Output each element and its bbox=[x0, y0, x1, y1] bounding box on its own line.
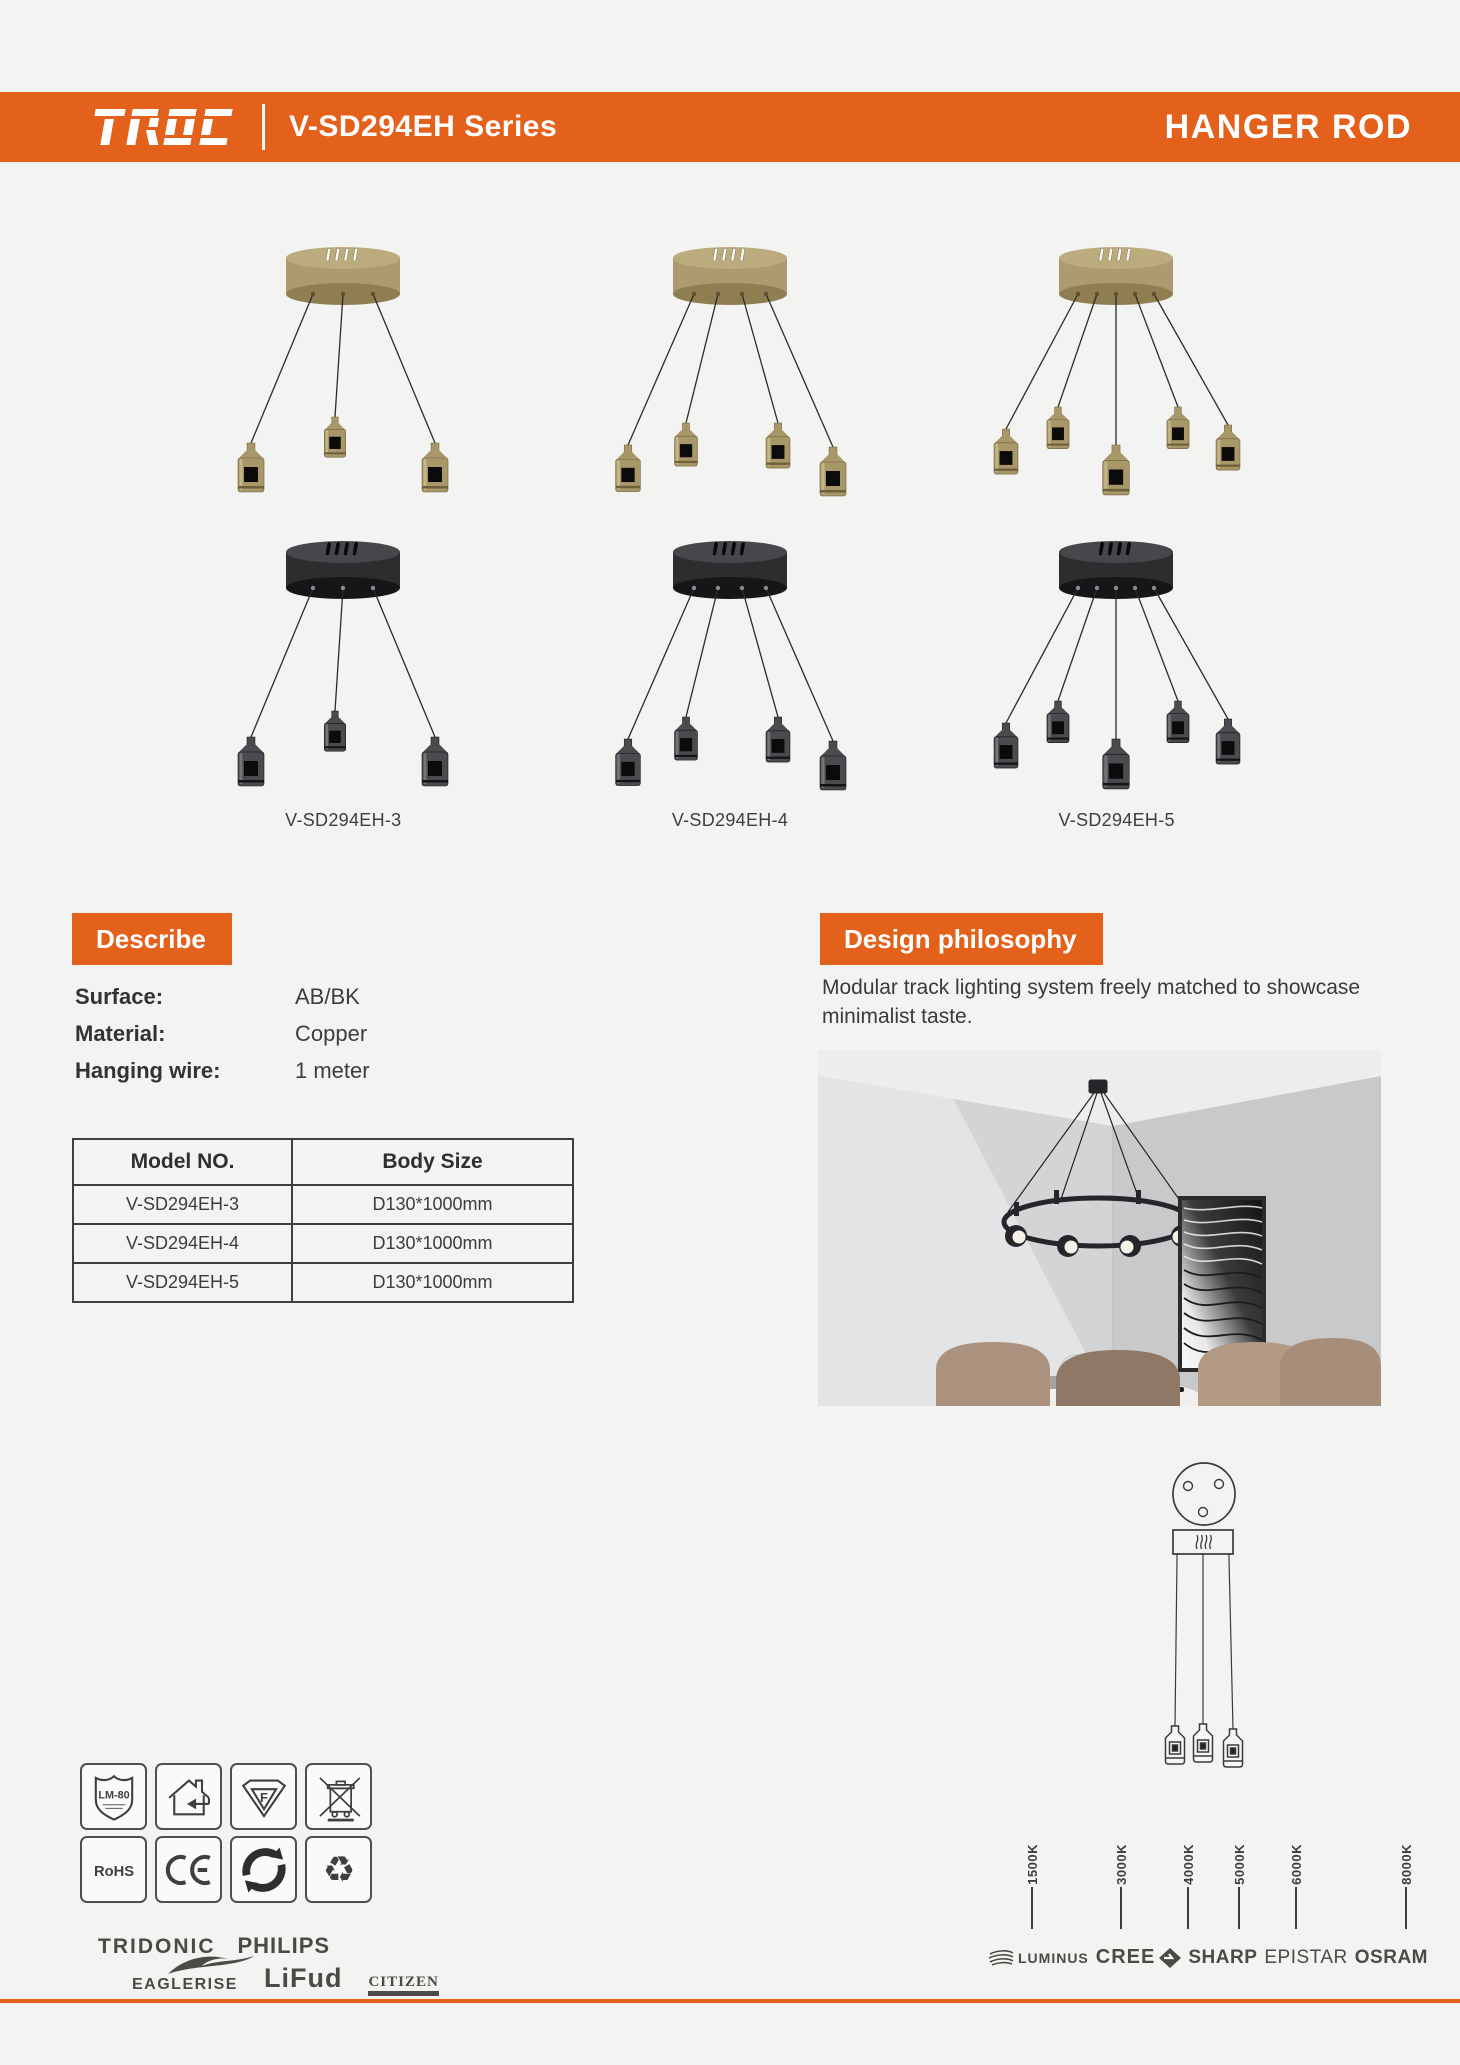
temp-tick bbox=[1238, 1887, 1240, 1929]
temp-tick-label bbox=[1181, 1843, 1197, 1883]
spec-value: 1 meter bbox=[295, 1057, 370, 1083]
luminus-swirl-icon bbox=[988, 1950, 1014, 1966]
temp-tick-label bbox=[1399, 1843, 1415, 1883]
table-cell: D130*1000mm bbox=[292, 1263, 573, 1302]
dimension-drawing bbox=[1140, 1443, 1270, 1798]
series-title: V-SD294EH Series bbox=[289, 110, 558, 143]
temp-tick bbox=[1405, 1887, 1407, 1929]
describe-section-title: Describe bbox=[72, 913, 232, 965]
epistar-logo: EPISTAR bbox=[1264, 1946, 1348, 1968]
product-model-label: V-SD294EH-3 bbox=[285, 810, 402, 830]
table-cell: D130*1000mm bbox=[292, 1224, 573, 1263]
osram-logo: OSRAM bbox=[1354, 1946, 1428, 1968]
table-row bbox=[73, 1185, 573, 1224]
svg-text:LM-80: LM-80 bbox=[97, 1789, 130, 1802]
svg-text:♻: ♻ bbox=[322, 1847, 355, 1891]
citizen-wordmark: CITIZEN bbox=[368, 1974, 439, 1990]
temp-tick-label bbox=[1232, 1843, 1248, 1883]
table-cell: V-SD294EH-4 bbox=[73, 1224, 292, 1263]
eagle-swoosh-icon bbox=[166, 1954, 256, 1976]
lifud-logo: LiFud bbox=[263, 1963, 343, 1993]
citizen-underline bbox=[368, 1991, 438, 1996]
philips-logo: PHILIPS bbox=[237, 1933, 331, 1958]
cert-rohs-icon bbox=[80, 1836, 147, 1903]
temp-value: 4000K bbox=[1181, 1844, 1196, 1885]
spec-row bbox=[75, 1052, 370, 1089]
cert-green-dot-icon bbox=[230, 1836, 297, 1903]
design-section-title: Design philosophy bbox=[820, 913, 1103, 965]
product-render-V-SD294EH-5-gold bbox=[923, 231, 1309, 521]
driver-brands-row2 bbox=[132, 1958, 439, 1994]
brand-logo bbox=[88, 107, 238, 147]
category-title: HANGER ROD bbox=[1164, 107, 1412, 146]
luminus-wordmark: LUMINUS bbox=[1018, 1949, 1089, 1966]
spec-row bbox=[75, 1015, 370, 1052]
temp-value: 3000K bbox=[1114, 1844, 1129, 1885]
sharp-logo: SHARP bbox=[1188, 1946, 1258, 1968]
cert-ce-mark-icon bbox=[155, 1836, 222, 1903]
temp-tick-label bbox=[1114, 1843, 1130, 1883]
chip-brands-row bbox=[988, 1946, 1428, 1969]
temp-value: 5000K bbox=[1232, 1844, 1247, 1885]
dining-room-scene bbox=[818, 1050, 1381, 1406]
temp-tick bbox=[1187, 1887, 1189, 1929]
cert-indoor-use-icon bbox=[155, 1763, 222, 1830]
product-render-V-SD294EH-3-black bbox=[150, 525, 536, 815]
product-render-V-SD294EH-4-black bbox=[537, 525, 923, 815]
cree-logo bbox=[1096, 1946, 1182, 1969]
cert-f-mark-icon bbox=[230, 1763, 297, 1830]
temp-tick-label bbox=[1025, 1843, 1041, 1883]
eaglerise-wordmark: EAGLERISE bbox=[132, 1976, 238, 1993]
svg-text:F: F bbox=[259, 1789, 268, 1805]
troc-logo-icon bbox=[88, 107, 238, 147]
color-temperature-bar bbox=[993, 1895, 1421, 1920]
header-bar bbox=[0, 92, 1460, 162]
table-cell: V-SD294EH-3 bbox=[73, 1185, 292, 1224]
table-row bbox=[73, 1263, 573, 1302]
product-render-grid bbox=[150, 231, 1310, 815]
product-model-label: V-SD294EH-5 bbox=[1058, 810, 1175, 830]
spec-value: Copper bbox=[295, 1020, 368, 1046]
design-philosophy-text: Modular track lighting system freely matched to showcase minimalist taste. bbox=[822, 976, 1361, 1028]
table-cell: V-SD294EH-5 bbox=[73, 1263, 292, 1302]
product-render-V-SD294EH-3-gold bbox=[150, 231, 536, 521]
header-divider bbox=[262, 104, 265, 150]
product-render-V-SD294EH-5-black bbox=[923, 525, 1309, 815]
product-render-V-SD294EH-4-gold bbox=[537, 231, 923, 521]
spec-label: Material: bbox=[75, 1020, 166, 1046]
temp-value: 1500K bbox=[1025, 1844, 1040, 1885]
certification-grid bbox=[80, 1763, 372, 1903]
temp-tick bbox=[1120, 1887, 1122, 1929]
temp-value: 8000K bbox=[1399, 1844, 1414, 1885]
footer-accent-rule bbox=[0, 1999, 1460, 2003]
temp-tick bbox=[1295, 1887, 1297, 1929]
cert-recycle-icon bbox=[305, 1836, 372, 1903]
svg-text:RoHS: RoHS bbox=[93, 1863, 134, 1880]
spec-row bbox=[75, 978, 370, 1015]
product-model-labels bbox=[150, 810, 1310, 831]
lifestyle-photo bbox=[818, 1050, 1381, 1406]
temp-tick bbox=[1031, 1887, 1033, 1929]
table-row bbox=[73, 1224, 573, 1263]
citizen-logo bbox=[368, 1974, 438, 1994]
cert-lm80-shield-icon bbox=[80, 1763, 147, 1830]
temp-tick-label bbox=[1289, 1843, 1305, 1883]
cree-diamond-icon bbox=[1159, 1948, 1181, 1968]
product-model-label: V-SD294EH-4 bbox=[671, 810, 789, 830]
model-size-table bbox=[72, 1138, 574, 1303]
luminus-logo bbox=[988, 1950, 1089, 1966]
temp-value: 6000K bbox=[1289, 1844, 1304, 1885]
table-header: Body Size bbox=[292, 1139, 573, 1185]
spec-list bbox=[75, 978, 370, 1089]
spec-value: AB/BK bbox=[295, 983, 360, 1009]
hanger-rod-line-drawing bbox=[1140, 1443, 1270, 1793]
spec-label: Hanging wire: bbox=[75, 1057, 221, 1083]
cert-weee-bin-icon bbox=[305, 1763, 372, 1830]
cree-wordmark: CREE bbox=[1095, 1946, 1156, 1968]
spec-label: Surface: bbox=[75, 983, 164, 1009]
table-header-row bbox=[73, 1139, 573, 1185]
eaglerise-logo bbox=[132, 1958, 238, 1994]
tridonic-logo: TRIDONIC bbox=[98, 1935, 216, 1958]
table-header: Model NO. bbox=[73, 1139, 292, 1185]
table-cell: D130*1000mm bbox=[292, 1185, 573, 1224]
